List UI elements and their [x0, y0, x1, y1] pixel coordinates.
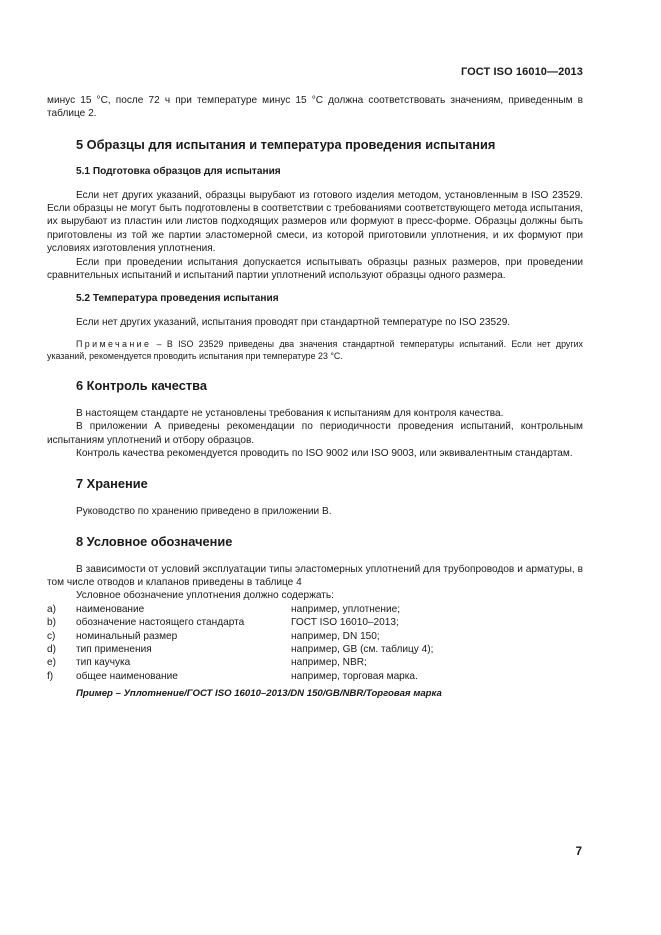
section-8-paragraph-1: В зависимости от условий эксплуатации типы эластомерных уплотнений для трубопроводов и арматуры, в том числе отводов и клапанов приведены в таблице 4	[47, 563, 583, 588]
list-item-letter: b)	[47, 617, 56, 629]
list-item-example: например, торговая марка.	[291, 670, 418, 682]
note-text: – В ISO 23529 приведены два значения стандартной температуры испытаний. Если нет других указаний, рекомендуется проводить испытания при температуре 23 °С.	[47, 339, 583, 362]
subsection-5-2-title: 5.2 Температура проведения испытания	[76, 293, 279, 305]
list-item	[47, 656, 583, 669]
list-item-name: наименование	[76, 603, 145, 615]
list-item-example: ГОСТ ISO 16010–2013;	[291, 617, 399, 629]
designation-example: Пример – Уплотнение/ГОСТ ISO 16010–2013/DN 150/GB/NBR/Торговая марка	[76, 688, 442, 700]
section-5-title: 5 Образцы для испытания и температура проведения испытания	[76, 136, 496, 152]
list-item	[47, 643, 583, 656]
section-8-paragraph-2: Условное обозначение уплотнения должно содержать:	[76, 590, 334, 602]
section-6-paragraph-1: В настоящем стандарте не установлены требования к испытаниям для контроля качества.	[76, 407, 504, 419]
list-item-name: тип применения	[76, 643, 152, 655]
list-item	[47, 616, 583, 629]
list-item	[47, 630, 583, 643]
page-number: 7	[575, 846, 582, 858]
section-7-paragraph-1: Руководство по хранению приведено в приложении В.	[76, 505, 332, 517]
list-item-example: например, DN 150;	[291, 630, 380, 642]
list-item-letter: а)	[47, 603, 56, 615]
note	[47, 338, 583, 362]
subsection-5-1-paragraph-2: Если при проведении испытания допускается испытывать образцы разных размеров, при проведении сравнительных испытаний и испытаний партии уплотнений используют образцы одного размера.	[47, 256, 583, 282]
list-item-name: тип каучука	[76, 657, 131, 669]
section-6-paragraph-2: В приложении А приведены рекомендации по периодичности проведения испытаний, контрольным испытаниям уплотнений и отбору образцов.	[47, 421, 583, 446]
list-item-example: например, GB (см. таблицу 4);	[291, 643, 434, 655]
list-item-letter: с)	[47, 630, 56, 642]
page-content	[47, 94, 583, 701]
note-label: Примечание	[76, 339, 152, 350]
section-8-title: 8 Условное обозначение	[76, 534, 233, 550]
section-7-title: 7 Хранение	[76, 476, 148, 492]
list-item	[47, 603, 583, 616]
subsection-5-2-paragraph-1: Если нет других указаний, испытания проводят при стандартной температуре по ISO 23529.	[76, 316, 511, 328]
subsection-5-1-paragraph-1: Если нет других указаний, образцы вырубают из готового изделия методом, установленным в ISO 23529. Если образцы не могут быть подготовлены в соответствии с требованиями соответствующего метода испытания, их вырубают из пластин или листов подходящих размеров или формуют в пресс-форме. Образцы должны быть приготовлены из той же партии эластомерной смеси, из которой приготовили уплотнения, и их формуют при условиях изготовления уплотнения.	[47, 189, 583, 255]
section-6-paragraph-3: Контроль качества рекомендуется проводить по ISO 9002 или ISO 9003, или эквивалентным стандартам.	[76, 447, 573, 459]
intro-paragraph: минус 15 °С, после 72 ч при температуре минус 15 °С должна соответствовать значениям, приведенным в таблице 2.	[47, 95, 583, 120]
list-item-example: например, уплотнение;	[291, 603, 401, 615]
list-item-letter: е)	[47, 657, 56, 669]
designation-list	[47, 603, 583, 683]
list-item-letter: f)	[47, 670, 54, 682]
standard-code-header: ГОСТ ISO 16010—2013	[460, 66, 583, 78]
list-item-example: например, NBR;	[291, 657, 367, 669]
list-item	[47, 670, 583, 683]
list-item-letter: d)	[47, 643, 56, 655]
list-item-name: обозначение настоящего стандарта	[76, 617, 245, 629]
list-item-name: номинальный размер	[76, 630, 178, 642]
subsection-5-1-title: 5.1 Подготовка образцов для испытания	[76, 166, 281, 178]
section-6-title: 6 Контроль качества	[76, 378, 207, 394]
list-item-name: общее наименование	[76, 670, 178, 682]
